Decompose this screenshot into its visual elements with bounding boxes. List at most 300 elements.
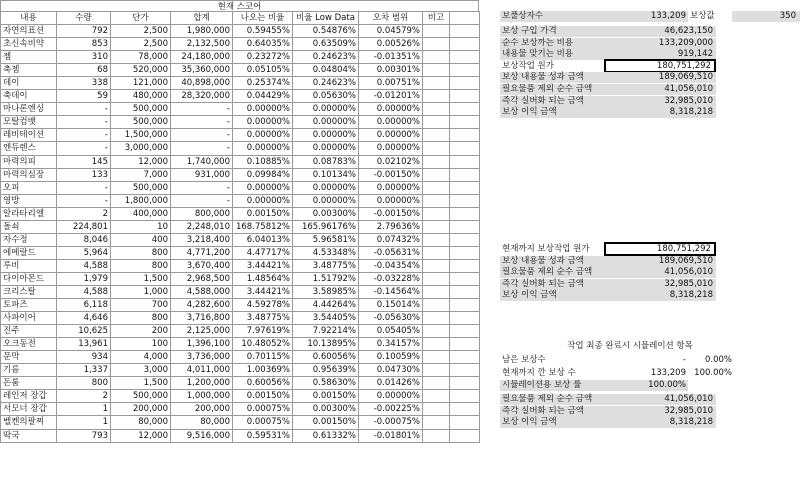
highlighted-value-cell[interactable]: [604, 242, 716, 256]
cell-empty[interactable]: [450, 246, 480, 259]
cell-ratio[interactable]: 168.75812%: [233, 220, 293, 233]
cell-ratio[interactable]: 0.00000%: [233, 116, 293, 129]
cell-error[interactable]: 0.04730%: [359, 364, 423, 377]
cell-qty[interactable]: 1: [57, 403, 111, 416]
cell-unit-price[interactable]: 3,000,000: [111, 142, 171, 155]
cell-ratio-low[interactable]: 0.60056%: [293, 351, 359, 364]
cell-error[interactable]: 0.01426%: [359, 377, 423, 390]
cell-qty[interactable]: 4,646: [57, 312, 111, 325]
cell-ratio-low[interactable]: 165.96176%: [293, 220, 359, 233]
cell-note[interactable]: [423, 259, 450, 272]
cell-note[interactable]: [423, 142, 450, 155]
cell-ratio-low[interactable]: 0.63509%: [293, 38, 359, 51]
cell-note[interactable]: [423, 155, 450, 168]
cell-qty[interactable]: 1,337: [57, 364, 111, 377]
cell-unit-price[interactable]: 2,500: [111, 25, 171, 38]
cell-empty[interactable]: [450, 129, 480, 142]
cell-note[interactable]: [423, 103, 450, 116]
cell-empty[interactable]: [450, 90, 480, 103]
header-note[interactable]: 비고: [423, 12, 450, 25]
cell-error[interactable]: -0.00150%: [359, 168, 423, 181]
cell-empty[interactable]: [450, 299, 480, 312]
cell-error[interactable]: 0.00000%: [359, 129, 423, 142]
cell-qty[interactable]: 2: [57, 390, 111, 403]
cell-qty[interactable]: -: [57, 194, 111, 207]
cell-ratio-low[interactable]: 0.24623%: [293, 77, 359, 90]
cell-ratio-low[interactable]: 0.00000%: [293, 129, 359, 142]
cell-qty[interactable]: 8,046: [57, 233, 111, 246]
cell-name[interactable]: 토파즈: [1, 299, 57, 312]
cell-qty[interactable]: 2: [57, 207, 111, 220]
cell-qty[interactable]: 792: [57, 25, 111, 38]
value-cell[interactable]: [604, 84, 716, 95]
cell-empty[interactable]: [450, 377, 480, 390]
cell-error[interactable]: 0.00000%: [359, 103, 423, 116]
cell-qty[interactable]: -: [57, 103, 111, 116]
cell-error[interactable]: -0.14564%: [359, 285, 423, 298]
cell-note[interactable]: [423, 338, 450, 351]
cell-error[interactable]: 0.00526%: [359, 38, 423, 51]
cell-note[interactable]: [423, 325, 450, 338]
cell-note[interactable]: [423, 312, 450, 325]
cell-total[interactable]: 35,360,000: [171, 64, 233, 77]
cell-note[interactable]: [423, 129, 450, 142]
cell-unit-price[interactable]: 3,000: [111, 364, 171, 377]
cell-unit-price[interactable]: 700: [111, 299, 171, 312]
cell-empty[interactable]: [450, 155, 480, 168]
cell-total[interactable]: 4,588,000: [171, 285, 233, 298]
cell-error[interactable]: -0.00075%: [359, 416, 423, 429]
cell-error[interactable]: -0.01201%: [359, 90, 423, 103]
cell-total[interactable]: 3,218,400: [171, 233, 233, 246]
cell-total[interactable]: 1,396,100: [171, 338, 233, 351]
cell-note[interactable]: [423, 51, 450, 64]
cell-name[interactable]: 크리스탈: [1, 285, 57, 298]
cell-name[interactable]: 자수정: [1, 233, 57, 246]
cell-qty[interactable]: 4,588: [57, 285, 111, 298]
cell-unit-price[interactable]: 1,800,000: [111, 194, 171, 207]
cell-total[interactable]: 2,248,010: [171, 220, 233, 233]
cell-unit-price[interactable]: 12,000: [111, 155, 171, 168]
cell-total[interactable]: -: [171, 116, 233, 129]
cell-name[interactable]: 축젬: [1, 64, 57, 77]
cell-unit-price[interactable]: 10: [111, 220, 171, 233]
cell-note[interactable]: [423, 90, 450, 103]
cell-error[interactable]: 0.00000%: [359, 194, 423, 207]
value-cell[interactable]: [604, 267, 716, 278]
header-qty[interactable]: 수량: [57, 12, 111, 25]
cell-error[interactable]: -0.03228%: [359, 272, 423, 285]
cell-ratio[interactable]: 0.10885%: [233, 155, 293, 168]
cell-empty[interactable]: [450, 325, 480, 338]
cell-empty[interactable]: [450, 207, 480, 220]
target-count-cell[interactable]: [500, 11, 688, 22]
cell-ratio-low[interactable]: 0.00000%: [293, 142, 359, 155]
cell-empty[interactable]: [450, 364, 480, 377]
cell-note[interactable]: [423, 181, 450, 194]
cell-note[interactable]: [423, 207, 450, 220]
cell-error[interactable]: 0.34157%: [359, 338, 423, 351]
cell-name[interactable]: 딱국: [1, 429, 57, 442]
summary-row[interactable]: [500, 267, 604, 278]
cell-empty[interactable]: [450, 416, 480, 429]
cell-name[interactable]: 기름: [1, 364, 57, 377]
summary-row[interactable]: [500, 84, 604, 95]
cell-ratio[interactable]: 7.97619%: [233, 325, 293, 338]
cell-name[interactable]: 다이아몬드: [1, 272, 57, 285]
cell-unit-price[interactable]: 12,000: [111, 429, 171, 442]
cell-unit-price[interactable]: 500,000: [111, 181, 171, 194]
cell-error[interactable]: 0.00000%: [359, 181, 423, 194]
header-ratio-low[interactable]: 비율 Low Data: [293, 12, 359, 25]
cell-note[interactable]: [423, 416, 450, 429]
cell-note[interactable]: [423, 116, 450, 129]
cell-name[interactable]: 마력의피: [1, 155, 57, 168]
cell-name[interactable]: 벨켄의팔찌: [1, 416, 57, 429]
cell-total[interactable]: 40,898,000: [171, 77, 233, 90]
header-ratio[interactable]: 나오는 비율: [233, 12, 293, 25]
cell-empty[interactable]: [450, 77, 480, 90]
header-total[interactable]: 합계: [171, 12, 233, 25]
cell-ratio-low[interactable]: 0.00150%: [293, 390, 359, 403]
cell-ratio[interactable]: 0.09984%: [233, 168, 293, 181]
cell-unit-price[interactable]: 200,000: [111, 403, 171, 416]
cell-ratio[interactable]: 0.00000%: [233, 129, 293, 142]
cell-ratio-low[interactable]: 0.04804%: [293, 64, 359, 77]
value-cell[interactable]: [604, 417, 716, 428]
cell-ratio[interactable]: 3.44421%: [233, 285, 293, 298]
cell-qty[interactable]: 59: [57, 90, 111, 103]
cell-ratio-low[interactable]: 0.08783%: [293, 155, 359, 168]
cell-ratio[interactable]: 6.04013%: [233, 233, 293, 246]
cell-ratio-low[interactable]: 5.96581%: [293, 233, 359, 246]
cell-error[interactable]: 0.00000%: [359, 116, 423, 129]
summary-row[interactable]: [500, 406, 604, 417]
cell-qty[interactable]: 800: [57, 377, 111, 390]
cell-qty[interactable]: 338: [57, 77, 111, 90]
cell-unit-price[interactable]: 800: [111, 312, 171, 325]
cell-total[interactable]: 28,320,000: [171, 90, 233, 103]
cell-qty[interactable]: 133: [57, 168, 111, 181]
cell-empty[interactable]: [450, 181, 480, 194]
cell-ratio-low[interactable]: 0.24623%: [293, 51, 359, 64]
cell-name[interactable]: 오크동전: [1, 338, 57, 351]
cell-ratio-low[interactable]: 0.00150%: [293, 416, 359, 429]
cell-empty[interactable]: [450, 285, 480, 298]
header-error-range[interactable]: 오차 범위: [359, 12, 423, 25]
cell-unit-price[interactable]: 100: [111, 338, 171, 351]
cell-ratio[interactable]: 0.25374%: [233, 77, 293, 90]
cell-error[interactable]: 0.00000%: [359, 142, 423, 155]
cell-empty[interactable]: [450, 194, 480, 207]
cell-qty[interactable]: 4,588: [57, 259, 111, 272]
cell-ratio[interactable]: 0.60056%: [233, 377, 293, 390]
cell-ratio[interactable]: 0.00150%: [233, 390, 293, 403]
cell-note[interactable]: [423, 194, 450, 207]
cell-ratio-low[interactable]: 3.58985%: [293, 285, 359, 298]
cell-name[interactable]: 진주: [1, 325, 57, 338]
cell-note[interactable]: [423, 299, 450, 312]
cell-ratio-low[interactable]: 1.51792%: [293, 272, 359, 285]
cell-error[interactable]: -0.01801%: [359, 429, 423, 442]
cell-name[interactable]: 마력의심장: [1, 168, 57, 181]
summary-row[interactable]: [500, 38, 604, 49]
cell-qty[interactable]: -: [57, 142, 111, 155]
cell-name[interactable]: 레비테이션: [1, 129, 57, 142]
cell-qty[interactable]: 6,118: [57, 299, 111, 312]
cell-note[interactable]: [423, 351, 450, 364]
cell-name[interactable]: 레인저 장갑: [1, 390, 57, 403]
cell-total[interactable]: 2,968,500: [171, 272, 233, 285]
cell-qty[interactable]: 145: [57, 155, 111, 168]
summary-row[interactable]: [500, 96, 604, 107]
cell-note[interactable]: [423, 77, 450, 90]
summary-row[interactable]: [500, 26, 604, 37]
summary-row[interactable]: [500, 61, 604, 72]
cell-error[interactable]: 0.15014%: [359, 299, 423, 312]
value-cell[interactable]: [604, 256, 716, 267]
cell-error[interactable]: 2.79636%: [359, 220, 423, 233]
value-cell[interactable]: [604, 394, 716, 405]
cell-error[interactable]: 0.02102%: [359, 155, 423, 168]
cell-ratio-low[interactable]: 0.00000%: [293, 181, 359, 194]
cell-name[interactable]: 자연의표션: [1, 25, 57, 38]
cell-unit-price[interactable]: 121,000: [111, 77, 171, 90]
cell-ratio[interactable]: 0.00000%: [233, 194, 293, 207]
cell-note[interactable]: [423, 64, 450, 77]
cell-total[interactable]: 1,200,000: [171, 377, 233, 390]
cell-ratio[interactable]: 4.47717%: [233, 246, 293, 259]
cell-ratio[interactable]: 0.00075%: [233, 403, 293, 416]
cell-unit-price[interactable]: 400: [111, 233, 171, 246]
cell-empty[interactable]: [450, 390, 480, 403]
cell-empty[interactable]: [450, 351, 480, 364]
cell-total[interactable]: 800,000: [171, 207, 233, 220]
cell-name[interactable]: 모탈컴뱃: [1, 116, 57, 129]
cell-unit-price[interactable]: 520,000: [111, 64, 171, 77]
cell-name[interactable]: 젬: [1, 51, 57, 64]
cell-ratio[interactable]: 3.48775%: [233, 312, 293, 325]
cell-qty[interactable]: 310: [57, 51, 111, 64]
cell-unit-price[interactable]: 78,000: [111, 51, 171, 64]
value-cell[interactable]: [604, 290, 716, 301]
summary-row[interactable]: [500, 417, 604, 428]
cell-unit-price[interactable]: 4,000: [111, 351, 171, 364]
cell-error[interactable]: 0.00301%: [359, 64, 423, 77]
cell-error[interactable]: -0.04354%: [359, 259, 423, 272]
cell-ratio[interactable]: 0.64035%: [233, 38, 293, 51]
cell-name[interactable]: 사파이어: [1, 312, 57, 325]
cell-unit-price[interactable]: 7,000: [111, 168, 171, 181]
cell-qty[interactable]: 853: [57, 38, 111, 51]
cell-ratio-low[interactable]: 0.00000%: [293, 103, 359, 116]
cell-empty[interactable]: [450, 233, 480, 246]
cell-ratio-low[interactable]: 7.92214%: [293, 325, 359, 338]
cell-unit-price[interactable]: 1,500: [111, 377, 171, 390]
cell-total[interactable]: -: [171, 194, 233, 207]
cell-ratio[interactable]: 0.00000%: [233, 181, 293, 194]
summary-row[interactable]: [500, 107, 604, 118]
cell-ratio[interactable]: 0.05105%: [233, 64, 293, 77]
cell-note[interactable]: [423, 246, 450, 259]
cell-qty[interactable]: 1,979: [57, 272, 111, 285]
cell-total[interactable]: 2,132,500: [171, 38, 233, 51]
cell-ratio-low[interactable]: 10.13895%: [293, 338, 359, 351]
header-empty[interactable]: [450, 12, 480, 25]
cell-note[interactable]: [423, 220, 450, 233]
cell-name[interactable]: 에메랄드: [1, 246, 57, 259]
cell-name[interactable]: 축데이: [1, 90, 57, 103]
cell-empty[interactable]: [450, 38, 480, 51]
value-cell[interactable]: [604, 279, 716, 290]
cell-unit-price[interactable]: 200: [111, 325, 171, 338]
value-cell[interactable]: [604, 26, 716, 37]
summary-row[interactable]: [500, 49, 604, 60]
cell-ratio[interactable]: 0.23272%: [233, 51, 293, 64]
cell-empty[interactable]: [450, 312, 480, 325]
cell-qty[interactable]: 793: [57, 429, 111, 442]
cell-ratio-low[interactable]: 0.00000%: [293, 194, 359, 207]
cell-unit-price[interactable]: 800: [111, 259, 171, 272]
cell-error[interactable]: 0.00000%: [359, 390, 423, 403]
cell-note[interactable]: [423, 272, 450, 285]
summary-row[interactable]: [500, 244, 604, 255]
summary-row[interactable]: [500, 256, 604, 267]
cell-error[interactable]: 0.00751%: [359, 77, 423, 90]
cell-note[interactable]: [423, 377, 450, 390]
cell-empty[interactable]: [450, 272, 480, 285]
cell-name[interactable]: 영방: [1, 194, 57, 207]
cell-qty[interactable]: 10,625: [57, 325, 111, 338]
cell-qty[interactable]: -: [57, 129, 111, 142]
cell-ratio[interactable]: 0.59455%: [233, 25, 293, 38]
cell-total[interactable]: 1,740,000: [171, 155, 233, 168]
value-cell[interactable]: [604, 96, 716, 107]
cell-total[interactable]: 931,000: [171, 168, 233, 181]
cell-ratio-low[interactable]: 3.48775%: [293, 259, 359, 272]
cell-ratio-low[interactable]: 0.00000%: [293, 116, 359, 129]
cell-ratio-low[interactable]: 0.10134%: [293, 168, 359, 181]
cell-error[interactable]: 0.10059%: [359, 351, 423, 364]
cell-ratio[interactable]: 4.59278%: [233, 299, 293, 312]
cell-ratio-low[interactable]: 0.61332%: [293, 429, 359, 442]
cell-empty[interactable]: [450, 64, 480, 77]
cell-name[interactable]: 문막: [1, 351, 57, 364]
cell-note[interactable]: [423, 168, 450, 181]
cell-error[interactable]: -0.05630%: [359, 312, 423, 325]
cell-total[interactable]: 4,771,200: [171, 246, 233, 259]
cell-ratio-low[interactable]: 4.44264%: [293, 299, 359, 312]
cell-total[interactable]: -: [171, 103, 233, 116]
reward-value-cell[interactable]: [732, 11, 800, 22]
cell-empty[interactable]: [450, 103, 480, 116]
cell-total[interactable]: 4,011,000: [171, 364, 233, 377]
cell-ratio[interactable]: 0.00000%: [233, 103, 293, 116]
cell-total[interactable]: -: [171, 181, 233, 194]
cell-total[interactable]: -: [171, 129, 233, 142]
cell-empty[interactable]: [450, 25, 480, 38]
cell-unit-price[interactable]: 1,500: [111, 272, 171, 285]
cell-note[interactable]: [423, 364, 450, 377]
cell-name[interactable]: 데이: [1, 77, 57, 90]
opened-row[interactable]: [500, 368, 760, 379]
cell-empty[interactable]: [450, 116, 480, 129]
cell-total[interactable]: -: [171, 142, 233, 155]
cell-ratio[interactable]: 0.00075%: [233, 416, 293, 429]
cell-unit-price[interactable]: 480,000: [111, 90, 171, 103]
cell-unit-price[interactable]: 500,000: [111, 103, 171, 116]
cell-error[interactable]: 0.05405%: [359, 325, 423, 338]
header-unit-price[interactable]: 단가: [111, 12, 171, 25]
cell-error[interactable]: -0.00150%: [359, 207, 423, 220]
cell-unit-price[interactable]: 80,000: [111, 416, 171, 429]
summary-row[interactable]: [500, 290, 604, 301]
cell-qty[interactable]: 68: [57, 64, 111, 77]
cell-total[interactable]: 3,670,400: [171, 259, 233, 272]
cell-total[interactable]: 1,980,000: [171, 25, 233, 38]
cell-qty[interactable]: 224,801: [57, 220, 111, 233]
cell-note[interactable]: [423, 38, 450, 51]
cell-name[interactable]: 돈룸: [1, 377, 57, 390]
cell-note[interactable]: [423, 403, 450, 416]
summary-row[interactable]: [500, 72, 604, 83]
cell-total[interactable]: 9,516,000: [171, 429, 233, 442]
highlighted-value-cell[interactable]: [604, 59, 716, 73]
cell-ratio[interactable]: 0.00150%: [233, 207, 293, 220]
cell-empty[interactable]: [450, 51, 480, 64]
cell-ratio[interactable]: 1.48564%: [233, 272, 293, 285]
cell-ratio-low[interactable]: 0.05630%: [293, 90, 359, 103]
cell-ratio-low[interactable]: 0.00300%: [293, 403, 359, 416]
cell-ratio-low[interactable]: 0.58630%: [293, 377, 359, 390]
cell-note[interactable]: [423, 25, 450, 38]
cell-ratio[interactable]: 0.04429%: [233, 90, 293, 103]
cell-note[interactable]: [423, 390, 450, 403]
cell-ratio-low[interactable]: 0.95639%: [293, 364, 359, 377]
cell-qty[interactable]: -: [57, 116, 111, 129]
cell-error[interactable]: 0.04579%: [359, 25, 423, 38]
cell-unit-price[interactable]: 500,000: [111, 116, 171, 129]
cell-total[interactable]: 3,716,800: [171, 312, 233, 325]
cell-empty[interactable]: [450, 259, 480, 272]
value-cell[interactable]: [604, 38, 716, 49]
cell-empty[interactable]: [450, 168, 480, 181]
cell-empty[interactable]: [450, 220, 480, 233]
cell-name[interactable]: 초신속비약: [1, 38, 57, 51]
cell-name[interactable]: 알라타리엘: [1, 207, 57, 220]
cell-ratio[interactable]: 0.00000%: [233, 142, 293, 155]
cell-qty[interactable]: 1: [57, 416, 111, 429]
cell-empty[interactable]: [450, 403, 480, 416]
cell-unit-price[interactable]: 800: [111, 246, 171, 259]
cell-note[interactable]: [423, 429, 450, 442]
cell-qty[interactable]: 934: [57, 351, 111, 364]
cell-qty[interactable]: 5,964: [57, 246, 111, 259]
summary-row[interactable]: [500, 394, 604, 405]
cell-name[interactable]: 돌쇠: [1, 220, 57, 233]
remaining-row[interactable]: [500, 355, 760, 366]
summary-row[interactable]: [500, 279, 604, 290]
cell-ratio-low[interactable]: 0.00300%: [293, 207, 359, 220]
cell-ratio[interactable]: 0.70115%: [233, 351, 293, 364]
value-cell[interactable]: [604, 406, 716, 417]
cell-name[interactable]: 루비: [1, 259, 57, 272]
cell-ratio[interactable]: 0.59531%: [233, 429, 293, 442]
value-cell[interactable]: [604, 107, 716, 118]
cell-total[interactable]: 1,000,000: [171, 390, 233, 403]
cell-total[interactable]: 80,000: [171, 416, 233, 429]
cell-note[interactable]: [423, 285, 450, 298]
